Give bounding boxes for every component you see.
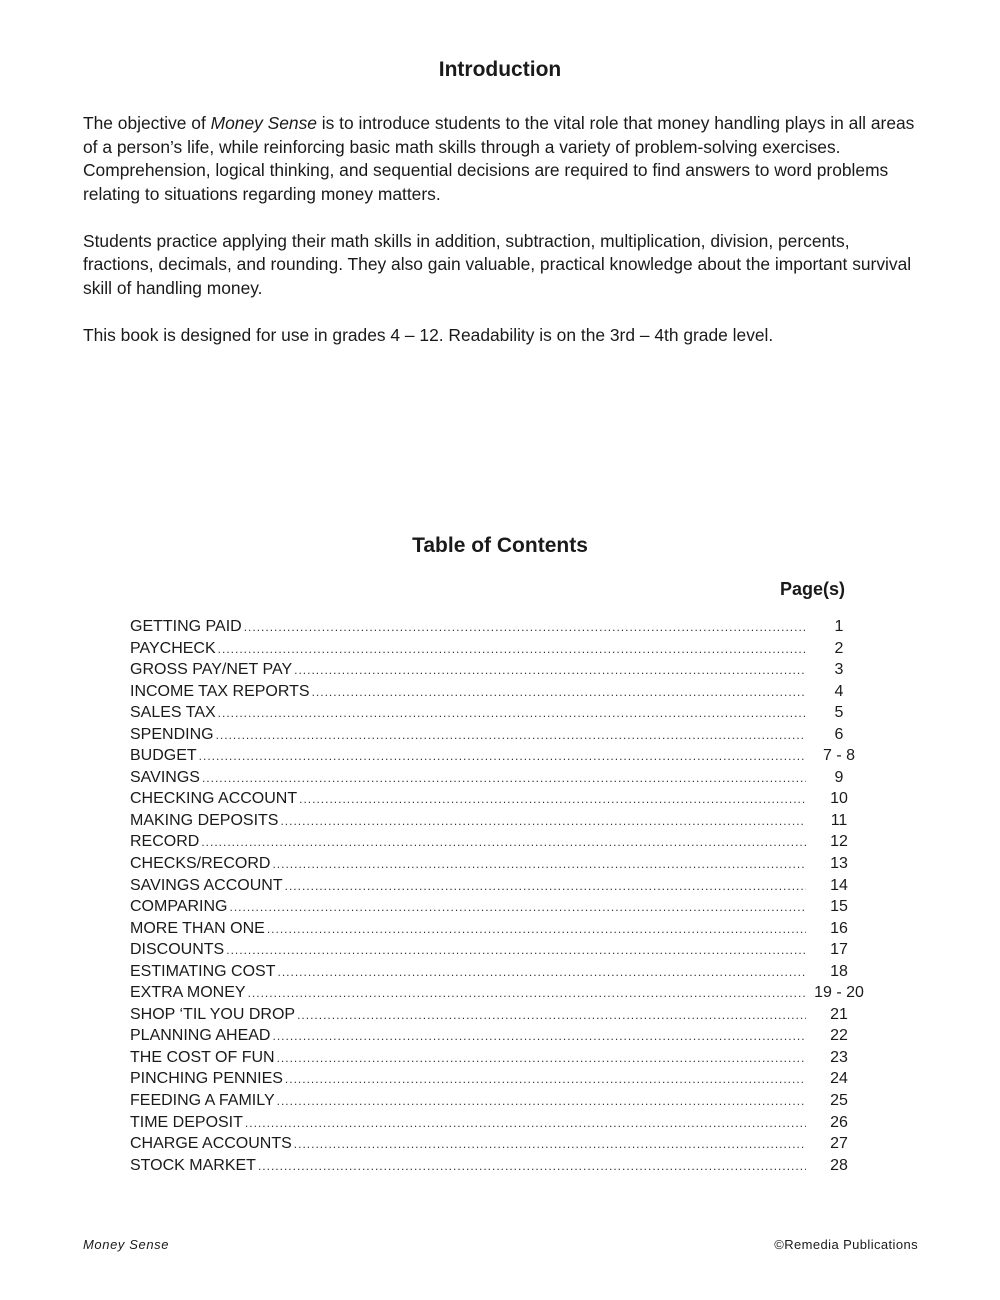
toc-entry (130, 640, 870, 662)
toc-dot-leader (201, 835, 806, 849)
toc-entry-page: 24 (830, 1070, 848, 1088)
toc-entry (130, 1049, 870, 1071)
toc-entry (130, 963, 870, 985)
toc-entry (130, 661, 870, 683)
toc-entry-label: SPENDING (130, 725, 214, 743)
toc-dot-leader (267, 922, 806, 936)
toc-dot-leader (277, 1051, 806, 1065)
toc-dot-leader (199, 749, 806, 763)
toc-dot-leader (202, 771, 806, 785)
toc-entry (130, 747, 870, 769)
toc-entry (130, 855, 870, 877)
toc-entry (130, 833, 870, 855)
toc-entry-page: 3 (834, 661, 844, 679)
paragraph-1-rest: is to introduce students to the vital role that money handling plays in all areas of a person’s life, while reinforcing basic math skills through a variety of problem-solving exercises. Comprehension, logical thinking, and sequential decisions are required to find answers to word problems relating to situations regarding money matters. (83, 113, 915, 204)
toc-entry-page: 13 (830, 855, 848, 873)
toc-entry (130, 1114, 870, 1136)
toc-entry-label: INCOME TAX REPORTS (130, 682, 310, 700)
introduction-body (83, 112, 923, 371)
toc-dot-leader (245, 1116, 806, 1130)
pages-column-heading: Page(s) (780, 579, 846, 599)
toc-entry-label: RECORD (130, 833, 200, 851)
toc-entry (130, 1157, 870, 1179)
toc-dot-leader (285, 1072, 806, 1086)
toc-dot-leader (299, 792, 806, 806)
toc-entry-label: DISCOUNTS (130, 941, 225, 959)
toc-entry (130, 1070, 870, 1092)
toc-entry-label: COMPARING (130, 898, 228, 916)
toc-entry (130, 920, 870, 942)
toc-entry-page: 27 (830, 1135, 848, 1153)
toc-entry-page: 11 (830, 811, 848, 829)
toc-dot-leader (294, 663, 806, 677)
toc-entry-label: SAVINGS (130, 768, 200, 786)
toc-dot-leader (294, 1137, 806, 1151)
toc-entry-label: MORE THAN ONE (130, 919, 265, 937)
toc-entry-page: 4 (834, 682, 844, 700)
footer-publisher: ©Remedia Publications (774, 1237, 918, 1252)
toc-entry-label: EXTRA MONEY (130, 984, 246, 1002)
toc-entry (130, 1135, 870, 1157)
toc-entry-page: 2 (834, 639, 844, 657)
introduction-paragraph-1 (83, 112, 923, 206)
toc-dot-leader (218, 642, 806, 656)
toc-entry-page: 18 (830, 962, 848, 980)
toc-dot-leader (272, 1029, 806, 1043)
toc-entry-label: TIME DEPOSIT (130, 1113, 243, 1131)
toc-entry-label: SAVINGS ACCOUNT (130, 876, 283, 894)
toc-entry-label: PINCHING PENNIES (130, 1070, 283, 1088)
toc-dot-leader (218, 706, 806, 720)
toc-dot-leader (277, 965, 806, 979)
toc-entry-page: 9 (834, 768, 844, 786)
toc-entry-page: 25 (830, 1092, 848, 1110)
toc-entry (130, 812, 870, 834)
toc-entry-label: CHECKS/RECORD (130, 855, 271, 873)
toc-dot-leader (226, 943, 806, 957)
toc-dot-leader (216, 728, 806, 742)
toc-dot-leader (280, 814, 806, 828)
toc-entry-label: STOCK MARKET (130, 1156, 256, 1174)
introduction-paragraph-3: This book is designed for use in grades 4 – 12. Readability is on the 3rd – 4th grade level. (83, 324, 774, 345)
toc-entry (130, 1092, 870, 1114)
toc-entry-label: PLANNING AHEAD (130, 1027, 271, 1045)
toc-entry-page: 22 (830, 1027, 848, 1045)
table-of-contents-title: Table of Contents (412, 534, 588, 557)
toc-entry (130, 683, 870, 705)
toc-entry (130, 877, 870, 899)
toc-dot-leader (297, 1008, 806, 1022)
toc-entry (130, 704, 870, 726)
footer-book-title: Money Sense (83, 1237, 170, 1252)
toc-entry (130, 984, 870, 1006)
toc-entry-label: SALES TAX (130, 704, 216, 722)
toc-entry-page: 17 (830, 941, 848, 959)
introduction-paragraph-2: Students practice applying their math skills in addition, subtraction, multiplication, division, percents, fractions, decimals, and rounding. They also gain valuable, practical knowledge about the important survival skill of handling money. (83, 230, 912, 298)
toc-entry (130, 726, 870, 748)
toc-entry-label: ESTIMATING COST (130, 962, 276, 980)
toc-dot-leader (285, 879, 806, 893)
toc-entry (130, 898, 870, 920)
toc-entry-label: THE COST OF FUN (130, 1048, 275, 1066)
toc-entry-label: GROSS PAY/NET PAY (130, 661, 293, 679)
toc-entry-page: 15 (830, 898, 848, 916)
toc-entry-page: 7 - 8 (822, 747, 855, 765)
toc-entry (130, 1027, 870, 1049)
toc-dot-leader (229, 900, 806, 914)
toc-entry-page: 12 (830, 833, 848, 851)
toc-entry-label: FEEDING A FAMILY (130, 1092, 275, 1110)
toc-entry-page: 28 (830, 1156, 848, 1174)
toc-entry-page: 14 (830, 876, 848, 894)
toc-entry-label: BUDGET (130, 747, 197, 765)
toc-entry (130, 941, 870, 963)
toc-entry-label: CHECKING ACCOUNT (130, 790, 298, 808)
toc-dot-leader (258, 1159, 806, 1173)
introduction-title: Introduction (438, 58, 562, 81)
toc-entry-label: MAKING DEPOSITS (130, 811, 279, 829)
toc-dot-leader (277, 1094, 806, 1108)
toc-dot-leader (248, 986, 806, 1000)
toc-dot-leader (312, 685, 806, 699)
toc-entry-page: 16 (830, 919, 848, 937)
toc-entry-page: 19 - 20 (814, 984, 864, 1002)
toc-entry (130, 1006, 870, 1028)
toc-entry-page: 1 (834, 618, 844, 635)
toc-entry (130, 790, 870, 812)
book-title-italic: Money Sense (210, 113, 317, 133)
toc-entry-page: 21 (830, 1005, 848, 1023)
toc-entry-label: CHARGE ACCOUNTS (130, 1135, 292, 1153)
toc-entry-page: 6 (834, 725, 844, 743)
toc-entry-page: 26 (830, 1113, 848, 1131)
toc-entry-page: 10 (830, 790, 848, 808)
toc-entry-page: 5 (834, 704, 844, 722)
toc-entry-page: 23 (830, 1048, 848, 1066)
toc-entry-label: GETTING PAID (130, 618, 242, 635)
toc-entry-label: PAYCHECK (130, 639, 216, 657)
toc-entry (130, 618, 870, 640)
paragraph-1-lead: The objective of (83, 113, 211, 133)
toc-dot-leader (272, 857, 806, 871)
toc-entry-label: SHOP ‘TIL YOU DROP (130, 1005, 296, 1023)
toc-entry (130, 769, 870, 791)
toc-dot-leader (244, 620, 806, 634)
table-of-contents-list (130, 618, 870, 1178)
